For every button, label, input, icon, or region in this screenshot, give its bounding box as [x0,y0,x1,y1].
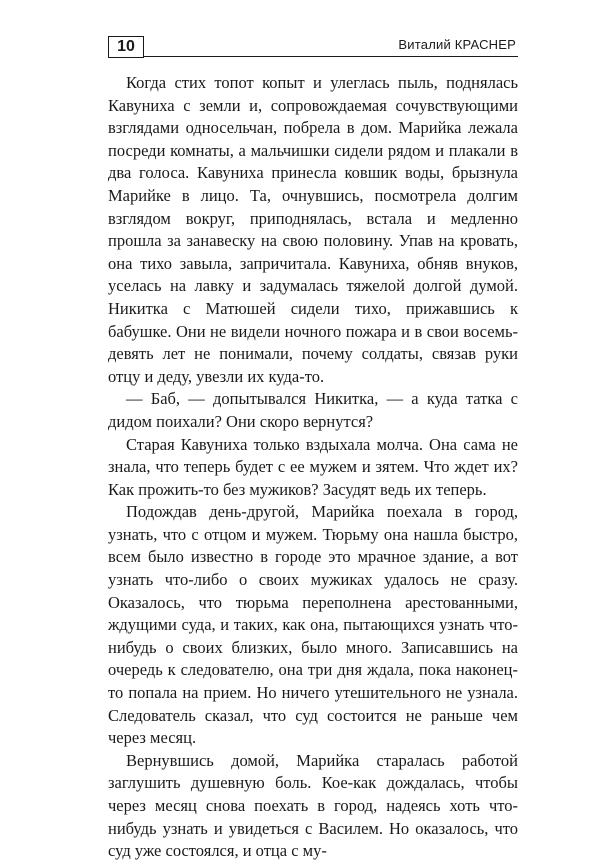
body-text [108,72,518,863]
page-number-box [108,36,144,58]
paragraph-4: Подождав день-другой, Марийка поехала в город, узнать, что с отцом и мужем. Тюрьму она нашла быстро, всем было известно в городе это мрачное здание, а вот узнать что-либо о своих мужиках удалось не сразу. Оказалось, что тюрьма переполнена арестованными, ждущими суда, и таких, как она, пытающихся узнать что-нибудь о своих близких, было много. Записавшись на очередь к следователю, она три дня ждала, пока наконец-то попала на прием. Но ничего утешительного не узнала. Следователь сказал, что суд состоится не раньше чем через месяц. [108,502,518,748]
paragraph-3: Старая Кавуниха только вздыхала молча. Она сама не знала, что теперь будет с ее мужем и зятем. Что ждет их? Как прожить-то без мужиков? Засудят ведь их теперь. [108,434,518,499]
paragraph-2: — Баб, — допытывался Никитка, — а куда татка с дидом поихали? Они скоро вернутся? [108,389,518,431]
paragraph-1: Когда стих топот копыт и улеглась пыль, поднялась Кавуниха с земли и, сопровождаемая сочувствующими взглядами односельчан, побрела в дом. Марийка лежала посреди комнаты, а мальчишки сидели рядом и плакали в два голоса. Кавуниха принесла ковшик воды, брызнула Марийке в лицо. Та, очнувшись, посмотрела долгим взглядом вокруг, приподнялась, встала и медленно прошла за занавеску на свою половину. Упав на кровать, она тихо завыла, запричитала. Кавуниха, обняв внуков, уселась на лавку и задумалась тяжелой долгой думой. Никитка с Матюшей сидели тихо, прижавшись к бабушке. Они не видели ночного пожара и в свои восемь-девять лет не понимали, почему солдаты, связав руки отцу и деду, увезли их куда-то. [108,73,518,386]
page-header [108,36,518,62]
paragraph-5: Вернувшись домой, Марийка старалась работой заглушить душевную боль. Кое-как дождалась, чтобы через месяц снова поехать в город, надеясь хоть что-нибудь узнать и увидеться с Василем. Но оказалось, что суд уже состоялся, и отца с му- [108,750,518,861]
page-number: 10 [117,38,135,55]
running-head: Виталий КРАСНЕР [398,37,516,52]
header-rule [144,56,518,57]
